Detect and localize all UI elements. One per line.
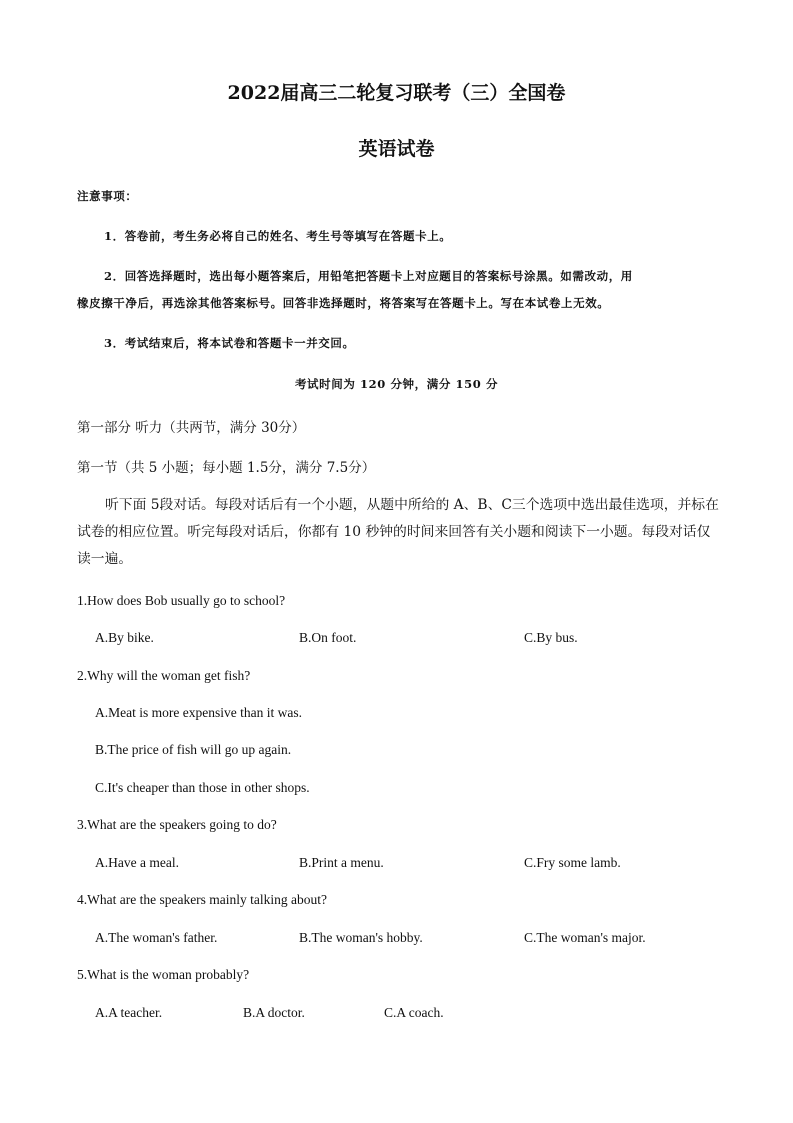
question-1-option-a: A.By bike. [95,630,154,645]
question-1-option-b: B.On foot. [299,630,357,645]
listening-instructions: 听下面 5段对话。每段对话后有一个小题，从题中所给的 A、B、C三个选项中选出最佳选项，并标在试卷的相应位置。听完每段对话后，你都有 10 秒钟的时间来回答有关小题和阅读下一小题。每段对话仅读一遍。 [77,497,719,567]
question-1-option-c: C.By bus. [524,630,578,645]
exam-time: 考试时间为 120 分钟，满分 150 分 [294,377,499,391]
question-3-option-c: C.Fry some lamb. [524,855,621,870]
question-2-option-c: C.It's cheaper than those in other shops. [95,780,310,795]
question-4-option-b: B.The woman's hobby. [299,930,423,945]
question-4-option-c: C.The woman's major. [524,930,646,945]
question-3: 3.What are the speakers going to do? [77,817,277,832]
question-2-option-a: A.Meat is more expensive than it was. [95,705,302,720]
question-2-option-b: B.The price of fish will go up again. [95,742,292,757]
section-1-heading: 第一节（共 5 小题；每小题 1.5分，满分 7.5分） [77,460,376,476]
notice-item-3: 3．考试结束后，将本试卷和答题卡一并交回。 [104,336,355,350]
question-3-option-b: B.Print a menu. [299,855,384,870]
question-5-option-b: B.A doctor. [243,1005,305,1020]
exam-title: 2022届高三二轮复习联考（三）全国卷 [227,82,566,104]
question-5: 5.What is the woman probably? [77,967,250,982]
question-5-option-c: C.A coach. [384,1005,444,1020]
notice-item-2-line-2: 橡皮擦干净后，再选涂其他答案标号。回答非选择题时，将答案写在答题卡上。写在本试卷上无效。 [77,296,610,310]
question-5-option-a: A.A teacher. [95,1005,163,1020]
notice-item-2-line-1: 2．回答选择题时，选出每小题答案后，用铅笔把答题卡上对应题目的答案标号涂黑。如需改动，用 [104,269,633,283]
question-2: 2.Why will the woman get fish? [77,668,251,683]
notice-heading: 注意事项： [77,189,138,203]
question-1: 1.How does Bob usually go to school? [77,593,286,608]
part-1-heading: 第一部分 听力（共两节，满分 30分） [77,420,306,436]
question-4-option-a: A.The woman's father. [95,930,218,945]
question-3-option-a: A.Have a meal. [95,855,179,870]
question-4: 4.What are the speakers mainly talking about? [77,892,328,907]
notice-item-1: 1．答卷前，考生务必将自己的姓名、考生号等填写在答题卡上。 [104,229,452,243]
exam-subtitle: 英语试卷 [358,138,435,160]
